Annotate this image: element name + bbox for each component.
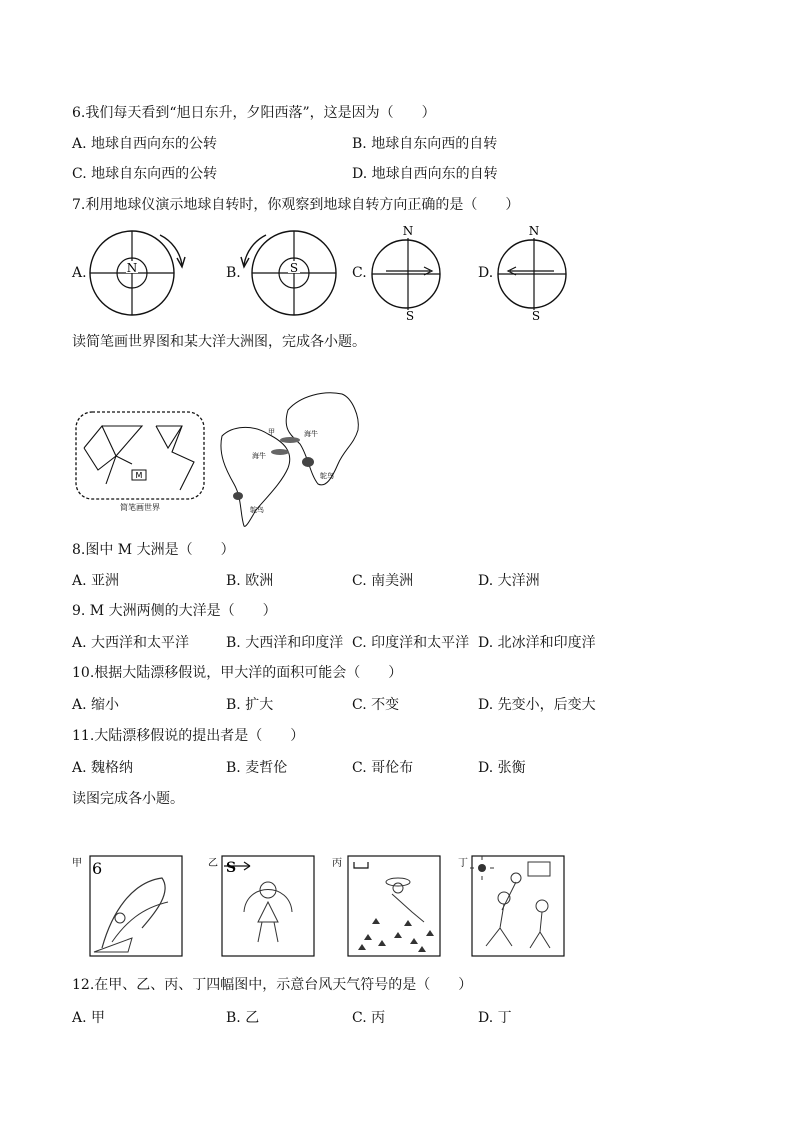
q7-option-d: D.: [478, 265, 494, 281]
ball-icon: [511, 873, 521, 883]
ostrich-icon: [302, 457, 314, 467]
q10-option-d: D. 先变小，后变大: [478, 697, 596, 713]
q10-stem: 10.根据大陆漂移假说，甲大洋的面积可能会（ ）: [72, 665, 403, 681]
sandstorm-symbol-icon: S: [226, 860, 237, 876]
q9-option-c: C. 印度洋和太平洋: [352, 635, 470, 651]
globe-c-figure: [368, 222, 448, 322]
ostrich-label-1: 鸵鸟: [320, 472, 334, 480]
globe-d-figure: [494, 222, 574, 322]
q8-option-c: C. 南美洲: [352, 573, 414, 589]
globe-b-figure: [240, 225, 340, 320]
pic-ding-label: 丁: [458, 858, 468, 869]
intro-map: 读简笔画世界图和某大洋大洲图，完成各小题。: [72, 334, 366, 350]
sketch-caption: 简笔画世界: [120, 503, 160, 512]
q8-option-a: A. 亚洲: [72, 573, 120, 589]
pic-yi-label: 乙: [208, 858, 218, 869]
plants-icon: [358, 918, 434, 952]
q11-stem: 11.大陆漂移假说的提出者是（ ）: [72, 728, 305, 744]
q7-stem: 7.利用地球仪演示地球自转时，你观察到地球自转方向正确的是（ ）: [72, 197, 520, 213]
q8-option-d: D. 大洋洲: [478, 573, 540, 589]
q12-option-a: A. 甲: [72, 1010, 106, 1026]
globe-c-south: S: [405, 309, 415, 322]
manatee-icon: [280, 437, 300, 443]
q9-stem: 9. M 大洲两侧的大洋是（ ）: [72, 603, 277, 619]
q10-option-b: B. 扩大: [226, 697, 274, 713]
q6-option-b: B. 地球自东向西的自转: [352, 136, 498, 152]
basketball-hoop-icon: [528, 862, 550, 876]
ostrich-label-2: 鸵鸟: [250, 506, 264, 514]
q9-option-b: B. 大西洋和印度洋: [226, 635, 344, 651]
q9-option-a: A. 大西洋和太平洋: [72, 635, 190, 651]
q6-option-c: C. 地球自东向西的公转: [72, 166, 218, 182]
farmer-icon: [386, 878, 410, 886]
q11-option-c: C. 哥伦布: [352, 760, 414, 776]
q11-option-b: B. 麦哲伦: [226, 760, 288, 776]
ocean-jia-label: 甲: [268, 428, 275, 436]
q10-option-a: A. 缩小: [72, 697, 120, 713]
weather-pictures-figure: [72, 852, 572, 962]
pic-bing-label: 丙: [332, 858, 342, 869]
frost-symbol-icon: [354, 862, 368, 868]
m-label: M: [135, 471, 143, 480]
typhoon-symbol-icon: 6: [92, 859, 103, 878]
intro-pictures: 读图完成各小题。: [72, 791, 184, 807]
q9-option-d: D. 北冰洋和印度洋: [478, 635, 596, 651]
q7-option-a: A.: [72, 265, 87, 281]
wave-icon: [102, 878, 165, 948]
ostrich-icon: [233, 492, 243, 500]
globe-a-figure: [86, 225, 186, 320]
globe-d-south: S: [531, 309, 541, 322]
q8-option-b: B. 欧洲: [226, 573, 274, 589]
pic-jia-label: 甲: [72, 858, 82, 869]
q12-option-d: D. 丁: [478, 1010, 512, 1026]
q12-stem: 12.在甲、乙、丙、丁四幅图中，示意台风天气符号的是（ ）: [72, 977, 473, 993]
q12-option-b: B. 乙: [226, 1010, 260, 1026]
q7-option-b: B.: [226, 265, 241, 281]
world-sketch-figure: [72, 386, 367, 531]
manatee-icon: [271, 449, 289, 455]
q12-option-c: C. 丙: [352, 1010, 386, 1026]
globe-a-label: N: [126, 261, 138, 275]
globe-c-north: N: [402, 224, 414, 238]
globe-b-label: S: [289, 261, 299, 275]
q10-option-c: C. 不变: [352, 697, 400, 713]
q6-option-d: D. 地球自西向东的自转: [352, 166, 498, 182]
globe-d-north: N: [528, 224, 540, 238]
manatee-label-2: 海牛: [252, 452, 266, 460]
q11-option-a: A. 魏格纳: [72, 760, 134, 776]
q11-option-d: D. 张衡: [478, 760, 526, 776]
sun-icon: [478, 864, 486, 872]
q8-stem: 8.图中 M 大洲是（ ）: [72, 542, 235, 558]
player-icon: [536, 900, 548, 912]
q7-option-c: C.: [352, 265, 367, 281]
manatee-label-1: 海牛: [304, 430, 318, 438]
q6-stem: 6.我们每天看到“旭日东升，夕阳西落”，这是因为（ ）: [72, 105, 436, 121]
q6-option-a: A. 地球自西向东的公转: [72, 136, 218, 152]
